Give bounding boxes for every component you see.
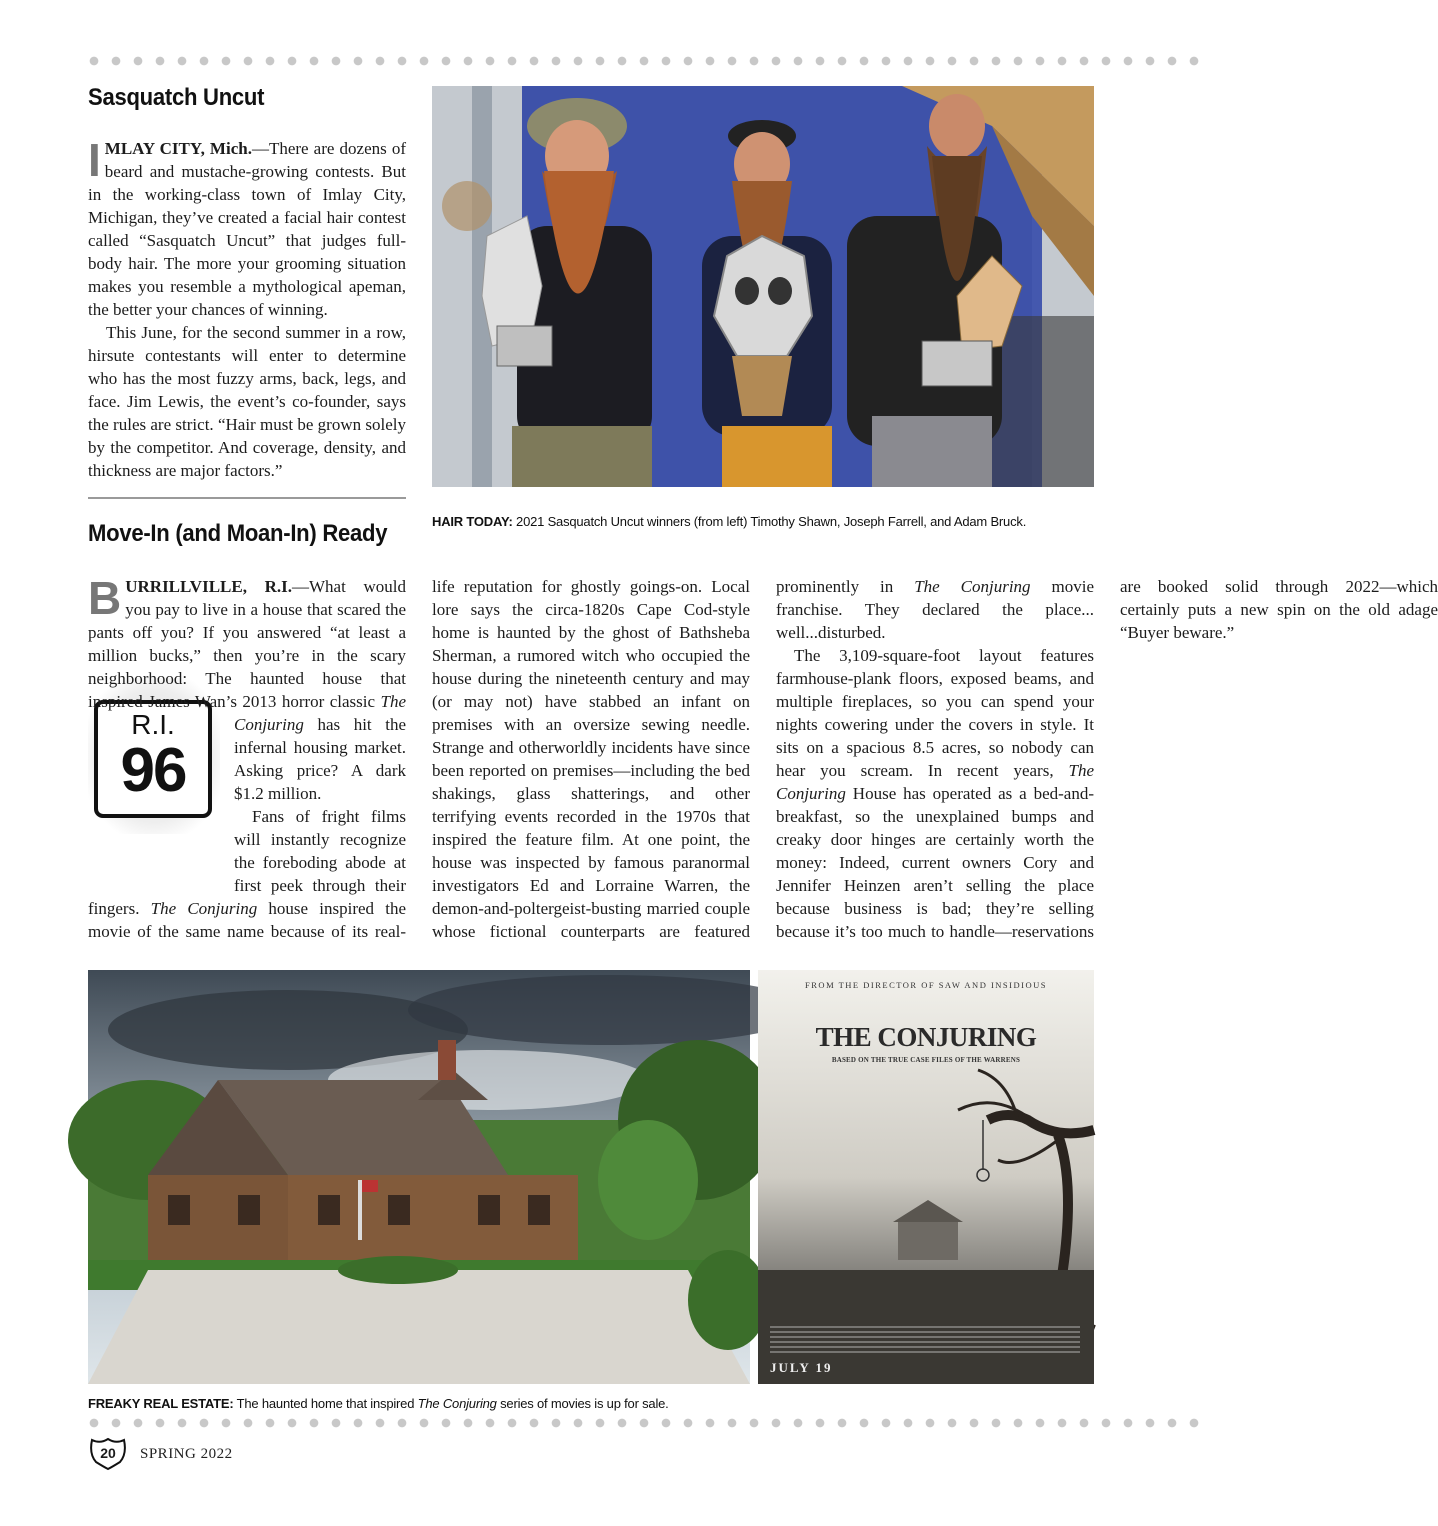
poster-release-date: JULY 19 — [770, 1360, 833, 1375]
paragraph-text: has hit the infernal housing market. Asking price? A dark $1.2 million. — [234, 715, 406, 803]
paragraph-text: House has operated as a bed-and-breakfast, so the unexplained bumps and creaky door hinges are certainly worth the money: Indeed, current owners Cory and Jennifer Heinzen aren’t selling the place because business is bad; they’re selling because it’s too much to handle—reservations are booked solid through 2022—which certainly puts a new spin on the old adage “Buyer beware.” — [776, 577, 1438, 941]
film-title: The Conjuring — [914, 577, 1031, 596]
conjuring-movie-poster — [758, 970, 1094, 1384]
paragraph-text: house inspired the movie of the same name because of its real-life reputation for ghostly goings-on. Local lore says the circa-1820s Cape Cod-style home is haunted by the ghost of Bathsheba Sherman, a rumored witch who occupied the house during the nineteenth century and may (or may not) have stabbed an infant on premises with an oversize sewing needle. Strange and otherworldly incidents have since been reported on premises—including the bed shakings, glass shatterings, and other terrifying events recorded in the 1970s that inspired the feature film. At one point, the house was inspected by famous paranormal investigators Ed and Lorraine Warren, the demon-and-poltergeist-busting married couple whose fictional counterparts are featured prominently in — [88, 577, 915, 941]
dateline: MLAY CITY, Mich. — [104, 139, 252, 158]
paragraph-text: —There are dozens of beard and mustache-growing contests. But in the working-class town of Imlay City, Michigan, they’ve created a facial hair contest called “Sasquatch Uncut” that judges full-body hair. The more your grooming situation makes you resemble a mythological apeman, the better your chances of winning. — [88, 139, 406, 319]
article-body-sasquatch — [88, 134, 406, 482]
paragraph — [88, 134, 406, 321]
page-number: 20 — [100, 1445, 116, 1461]
photo-sasquatch-winners — [432, 86, 1094, 487]
drop-cap: B — [88, 572, 122, 624]
section-divider — [88, 497, 406, 499]
poster-credits-block — [770, 1326, 1080, 1354]
photo-caption-freaky-real-estate — [88, 1396, 669, 1411]
column-1 — [88, 572, 1438, 947]
paragraph-text: —What would you pay to live in a house that scared the pants off you? If you answered “at least a million bucks,” then you’re in the scary neighborhood: The haunted house that inspired James Wan’s 2013 horror classic — [88, 577, 406, 711]
paragraph — [88, 572, 406, 805]
bottom-dot-border — [88, 1417, 1200, 1429]
paragraph-text: The 3,109-square-foot layout features farmhouse-plank floors, exposed beams, and multiple fireplaces, so you can spend your nights cowering under the covers in style. It sits on a spacious 8.5 acres, so nobody can hear you scream. In recent years, — [776, 646, 1094, 780]
poster-title: THE CONJURING — [815, 1022, 1037, 1052]
film-title: The Conjuring — [150, 899, 258, 918]
sign-state: R.I. — [131, 709, 175, 740]
poster-subtitle: BASED ON THE TRUE CASE FILES OF THE WARRENS — [831, 1056, 1021, 1064]
photo-caption-hair-today — [432, 514, 1026, 529]
photo-conjuring-house — [88, 970, 750, 1384]
drop-cap: I — [88, 134, 101, 186]
poster-tagline: FROM THE DIRECTOR OF SAW AND INSIDIOUS — [805, 980, 1047, 990]
caption-text: series of movies is up for sale. — [496, 1396, 669, 1411]
dateline: URRILLVILLE, R.I. — [125, 577, 293, 596]
caption-label: FREAKY REAL ESTATE: — [88, 1396, 234, 1411]
paragraph: This June, for the second summer in a row, hirsute contestants will enter to determine who has the most fuzzy arms, back, legs, and face. Jim Lewis, the event’s co-founder, says the rules are strict. “Hair must be grown solely by the competitor. And coverage, density, and thickness are major factors.” — [88, 323, 406, 480]
paragraph-text: movie franchise. They declared the place... well...disturbed. — [776, 577, 1094, 642]
film-title: The Conjuring — [776, 761, 1094, 803]
caption-text: 2021 Sasquatch Uncut winners (from left) Timothy Shawn, Joseph Farrell, and Adam Bruck. — [512, 514, 1027, 529]
film-title: The Conjuring — [234, 692, 406, 734]
article-headline-sasquatch: Sasquatch Uncut — [88, 84, 265, 111]
paragraph-text: Fans of fright films will instantly recognize the foreboding abode at first peek through their fingers. — [88, 807, 406, 918]
page-footer — [88, 1436, 388, 1472]
top-dot-border — [88, 55, 1200, 67]
caption-label: HAIR TODAY: — [432, 514, 513, 529]
article-headline-move-in: Move-In (and Moan-In) Ready — [88, 520, 388, 547]
sign-number: 96 — [120, 736, 186, 805]
caption-text: The haunted home that inspired — [233, 1396, 418, 1411]
sign-wrap-spacer — [88, 717, 234, 877]
film-title: The Conjuring — [417, 1396, 497, 1411]
issue-label: SPRING 2022 — [140, 1446, 233, 1462]
